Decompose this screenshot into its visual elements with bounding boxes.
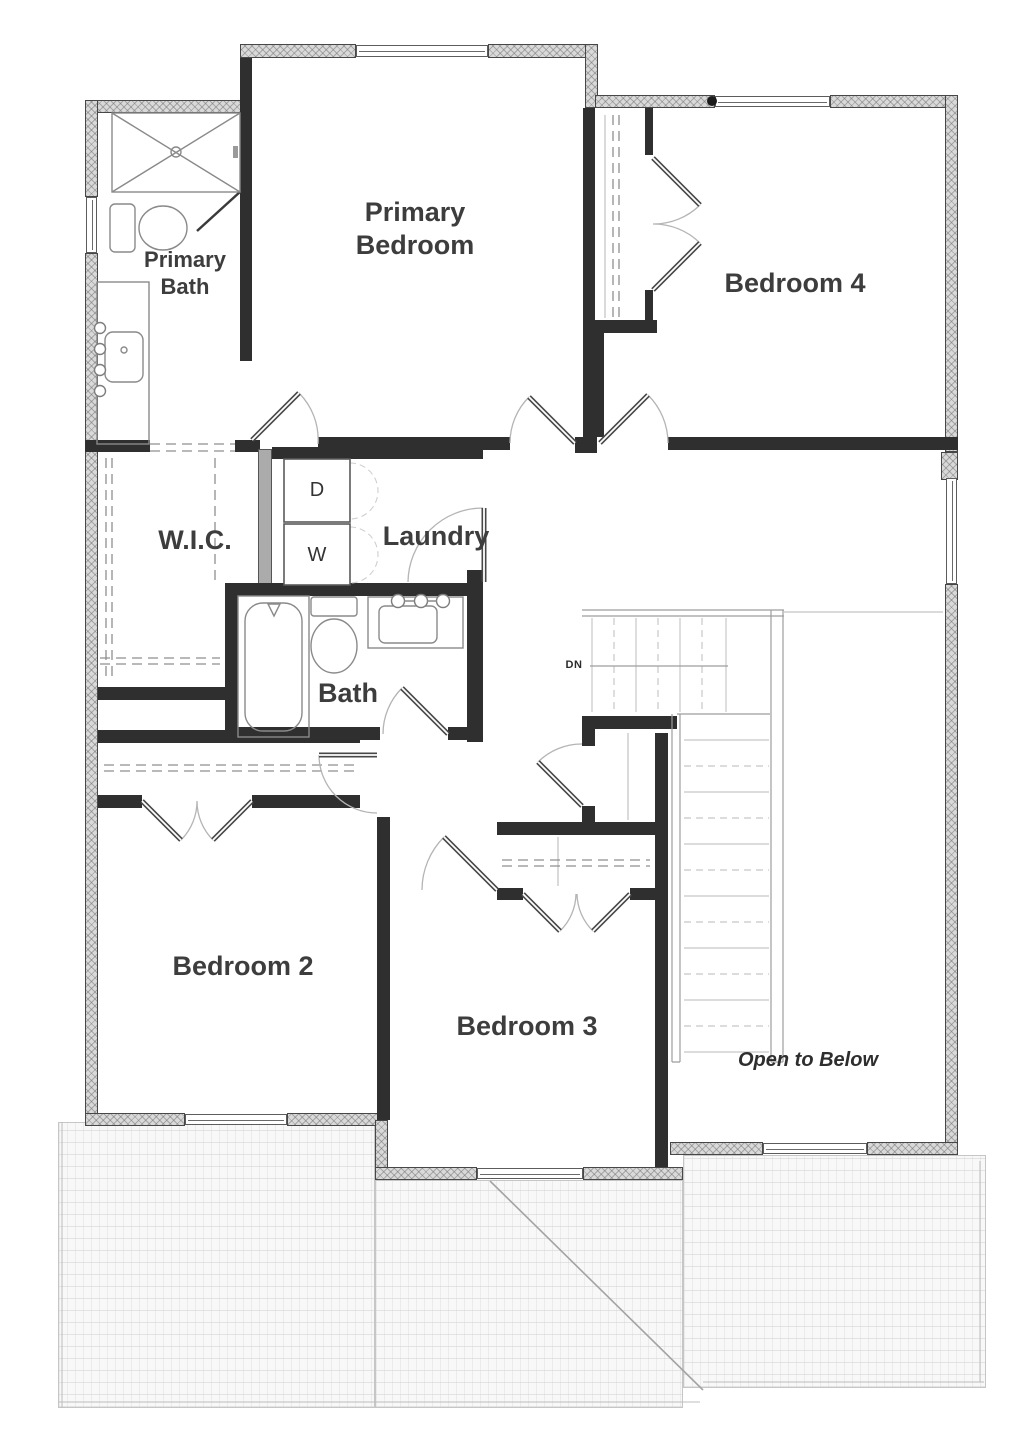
tub: [238, 596, 309, 737]
door-swing-arcs: [181, 205, 700, 931]
sink: [105, 332, 143, 382]
toilet-tank: [110, 204, 135, 252]
label-washer: W: [307, 544, 327, 566]
toilet-bowl: [139, 206, 187, 250]
label-primary-bedroom: Primary Bedroom: [355, 197, 475, 260]
label-primary-bath: Primary Bath: [144, 247, 226, 299]
wall-junction-dot: [707, 96, 717, 106]
toilet-bowl: [311, 619, 357, 673]
shower-door-line: [197, 191, 241, 231]
label-bedroom-3: Bedroom 3: [456, 1011, 598, 1041]
label-bath: Bath: [318, 678, 378, 708]
label-open-to-below: Open to Below: [738, 1049, 878, 1071]
roof-ridge-line: [490, 1181, 703, 1390]
label-stairs-down: DN: [565, 659, 583, 671]
label-dryer: D: [309, 479, 325, 501]
label-bedroom-2: Bedroom 2: [172, 951, 314, 981]
sink: [379, 606, 437, 643]
label-laundry: Laundry: [382, 521, 490, 551]
label-bedroom-4: Bedroom 4: [724, 268, 866, 298]
roof-lines: [58, 1122, 984, 1408]
label-wic: W.I.C.: [158, 525, 232, 555]
toilet-tank: [311, 597, 357, 616]
stairs-group: [558, 115, 943, 1062]
